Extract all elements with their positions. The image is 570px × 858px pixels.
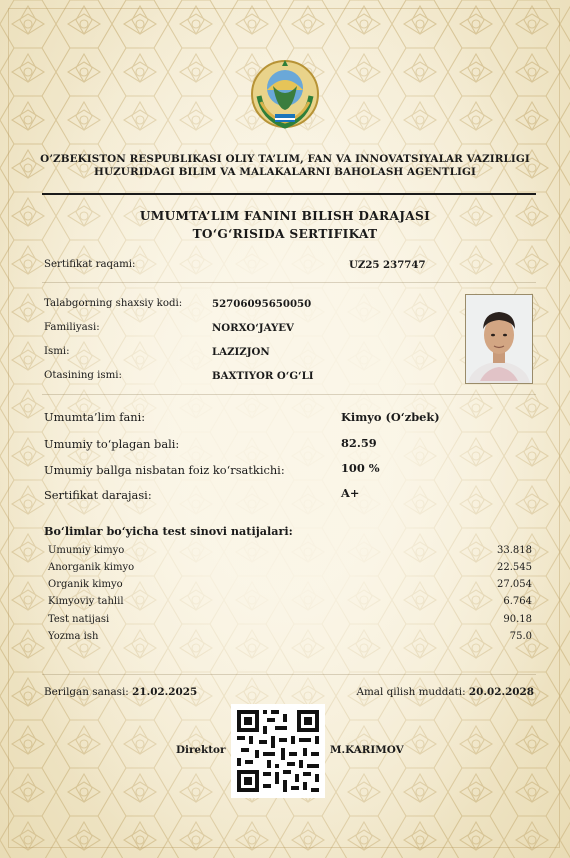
director-label: Direktor (176, 744, 226, 756)
divider (42, 394, 536, 395)
qr-code-icon[interactable] (231, 704, 325, 798)
header-divider (42, 193, 536, 195)
section-row-name: Anorganik kimyo (48, 562, 135, 573)
patronymic-value: BAXTIYOR O‘G‘LI (212, 370, 314, 382)
name-value: LAZIZJON (212, 346, 270, 358)
uzbekistan-emblem-icon (249, 56, 321, 132)
level-value: A+ (341, 486, 360, 500)
issued-date (44, 686, 197, 698)
valid-value: 20.02.2028 (468, 686, 534, 698)
surname-value: NORXO‘JAYEV (212, 322, 294, 334)
section-row-value: 90.18 (503, 614, 532, 625)
portrait-image (466, 295, 532, 383)
section-row-value: 6.764 (503, 596, 532, 607)
section-row-value: 33.818 (497, 545, 532, 556)
score-label: Umumiy to‘plagan bali: (44, 437, 180, 451)
sections-title: Bo‘limlar bo‘yicha test sinovi natijalari: (44, 524, 293, 538)
issued-value: 21.02.2025 (132, 686, 198, 698)
level-label: Sertifikat darajasi: (44, 488, 152, 502)
section-row-name: Organik kimyo (48, 579, 123, 590)
valid-until (356, 686, 534, 698)
subject-value: Kimyo (O‘zbek) (341, 410, 440, 424)
section-row-value: 75.0 (509, 631, 532, 642)
pin-value: 52706095650050 (212, 298, 312, 310)
certificate-number-label: Sertifikat raqami: (44, 259, 136, 270)
section-row-value: 27.054 (497, 579, 532, 590)
section-row-name: Kimyoviy tahlil (48, 596, 124, 607)
percent-label: Umumiy ballga nisbatan foiz ko‘rsatkichi: (44, 463, 285, 477)
director-name: M.KARIMOV (330, 744, 404, 756)
percent-value: 100 % (341, 461, 380, 475)
valid-label: Amal qilish muddati: (356, 686, 466, 698)
certificate-title-line-1: UMUMTA’LIM FANINI BILISH DARAJASI (139, 209, 431, 223)
org-line-1: O’ZBEKISTON RESPUBLIKASI OLIY TA’LIM, FAN VA INNOVATSIYALAR VAZIRLIGI (40, 153, 530, 165)
name-label: Ismi: (44, 346, 70, 357)
issued-label: Berilgan sanasi: (44, 686, 129, 698)
patronymic-label: Otasining ismi: (44, 370, 122, 381)
pin-label: Talabgorning shaxsiy kodi: (44, 298, 183, 309)
certificate-number-value: UZ25 237747 (349, 259, 426, 271)
section-row-name: Test natijasi (48, 614, 110, 625)
org-line-2: HUZURIDAGI BILIM VA MALAKALARNI BAHOLASH AGENTLIGI (94, 166, 476, 178)
subject-label: Umumta’lim fani: (44, 410, 146, 424)
holder-photo (465, 294, 533, 384)
section-row-value: 22.545 (497, 562, 532, 573)
divider (42, 674, 536, 675)
section-row-name: Yozma ish (48, 631, 99, 642)
divider (42, 282, 536, 283)
score-value: 82.59 (341, 436, 377, 450)
surname-label: Familiyasi: (44, 322, 100, 333)
certificate-title-line-2: TO‘G‘RISIDA SERTIFIKAT (192, 227, 378, 241)
section-row-name: Umumiy kimyo (48, 545, 125, 556)
